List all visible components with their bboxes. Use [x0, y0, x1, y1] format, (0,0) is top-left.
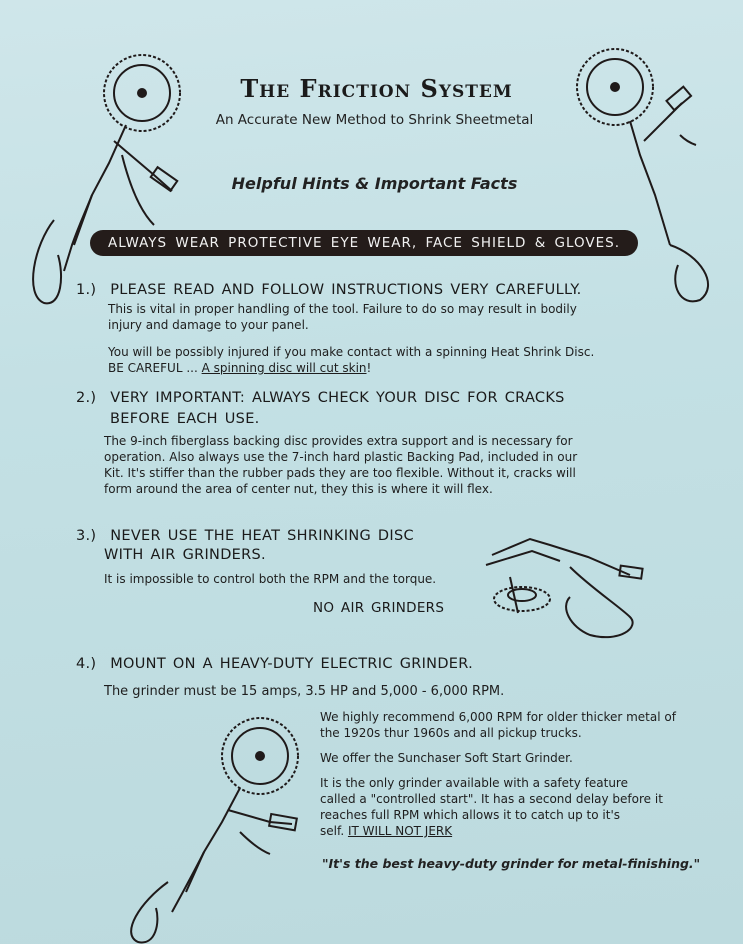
page-title: The Friction System: [240, 74, 513, 103]
section-2-paragraph: [104, 433, 684, 497]
air-grinder-illustration-icon: [470, 527, 650, 647]
page-subtitle: An Accurate New Method to Shrink Sheetmetal: [215, 112, 534, 128]
grinder-illustration-bottom-icon: [110, 712, 310, 944]
section-number: 2.): [76, 390, 97, 406]
underlined-warning: IT WILL NOT JERK: [347, 824, 453, 838]
text-line: form around the area of center nut, they this is where it will flex.: [104, 482, 493, 496]
section-1-paragraph-2: [108, 344, 688, 376]
no-air-grinders-text: NO AIR GRINDERS: [313, 600, 445, 616]
text-line: You will be possibly injured if you make contact with a spinning Heat Shrink Disc.: [108, 345, 595, 359]
grinder-quote: "It's the best heavy-duty grinder for metal-finishing.": [322, 856, 701, 871]
text-fragment: self.: [320, 824, 348, 838]
text-line: [320, 823, 730, 839]
text-line: This is vital in proper handling of the tool. Failure to do so may result in bodily: [108, 302, 577, 316]
section-heading-text: MOUNT ON A HEAVY-DUTY ELECTRIC GRINDER.: [110, 656, 474, 672]
text-line: The 9-inch fiberglass backing disc provides extra support and is necessary for: [104, 434, 573, 448]
text-line: injury and damage to your panel.: [108, 318, 309, 332]
section-heading-text: PLEASE READ AND FOLLOW INSTRUCTIONS VERY CAREFULLY.: [110, 282, 582, 298]
offer-line: We offer the Sunchaser Soft Start Grinder.: [320, 751, 573, 765]
grinder-illustration-top-left-icon: [14, 45, 204, 310]
section-heading-text: NEVER USE THE HEAT SHRINKING DISC: [110, 528, 414, 544]
recommendation-paragraph: [320, 709, 730, 741]
text-line: It is the only grinder available with a safety feature: [320, 776, 628, 790]
section-1-paragraph-1: [108, 301, 668, 333]
section-heading-text: VERY IMPORTANT: ALWAYS CHECK YOUR DISC FOR CRACKS: [110, 390, 565, 406]
grinder-spec: The grinder must be 15 amps, 3.5 HP and 5,000 - 6,000 RPM.: [104, 684, 505, 699]
section-3-heading: [76, 528, 414, 544]
feature-paragraph: [320, 775, 730, 839]
text-line: the 1920s thur 1960s and all pickup trucks.: [320, 726, 582, 740]
section-number: 1.): [76, 282, 97, 298]
safety-banner: ALWAYS WEAR PROTECTIVE EYE WEAR, FACE SHIELD & GLOVES.: [90, 230, 638, 256]
text-line: operation. Also always use the 7-inch hard plastic Backing Pad, included in our: [104, 450, 578, 464]
text-fragment: BE CAREFUL ...: [108, 361, 202, 375]
section-3-body: It is impossible to control both the RPM and the torque.: [104, 572, 437, 586]
text-line: [108, 360, 688, 376]
section-2-heading: [76, 390, 565, 406]
section-3-heading-line-2: WITH AIR GRINDERS.: [104, 547, 266, 563]
section-number: 4.): [76, 656, 97, 672]
text-line: called a "controlled start". It has a second delay before it: [320, 792, 663, 806]
hints-heading: Helpful Hints & Important Facts: [231, 174, 518, 193]
text-line: reaches full RPM which allows it to catch up to it's: [320, 808, 621, 822]
text-line: We highly recommend 6,000 RPM for older thicker metal of: [320, 710, 676, 724]
section-1-heading: [76, 282, 582, 298]
section-2-heading-line-2: BEFORE EACH USE.: [110, 411, 260, 427]
underlined-warning: A spinning disc will cut skin: [201, 361, 367, 375]
section-4-heading: [76, 656, 473, 672]
grinder-illustration-top-right-icon: [560, 45, 730, 310]
text-line: Kit. It's stiffer than the rubber pads they are too flexible. Without it, cracks will: [104, 466, 576, 480]
text-fragment: !: [366, 361, 372, 375]
section-number: 3.): [76, 528, 97, 544]
